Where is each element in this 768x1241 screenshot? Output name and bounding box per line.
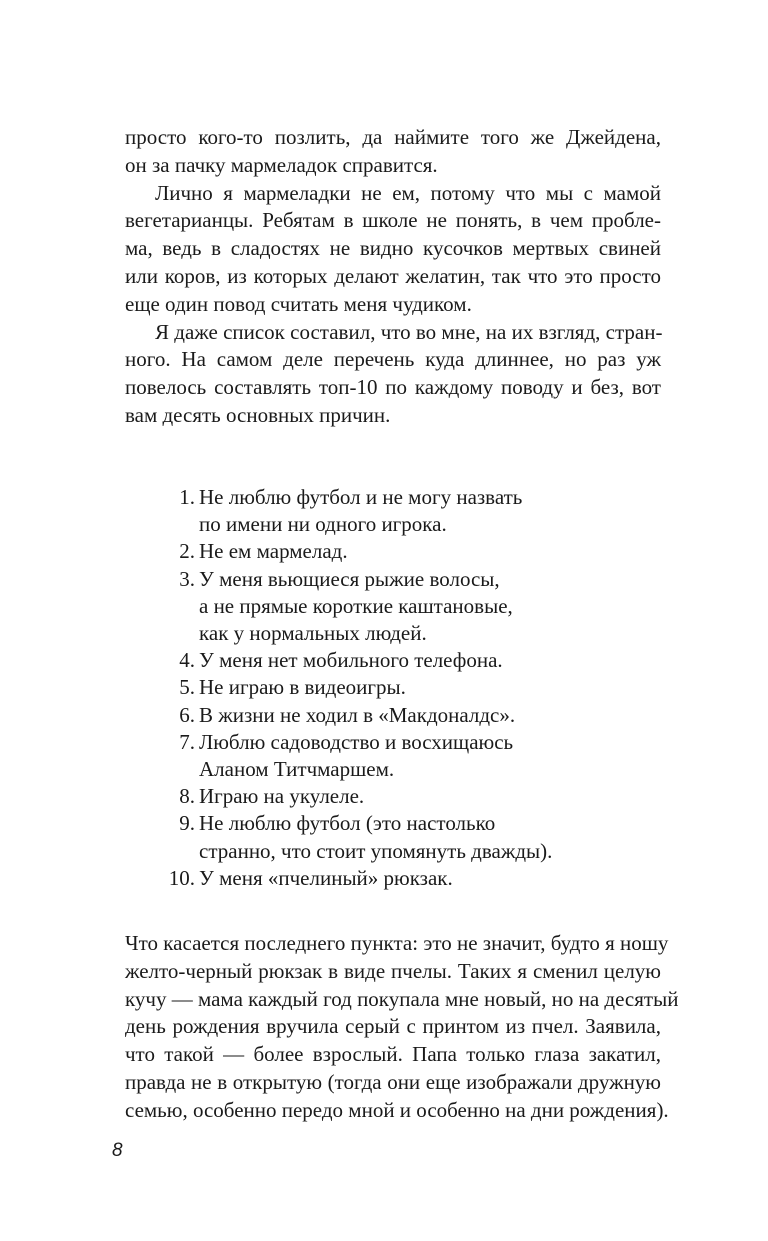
list-item-number: 9. [179,811,195,836]
text-line: он за пачку мармеладок справится. [125,152,438,177]
text-line: вам десять основных причин. [125,402,391,427]
text-line: семью, особенно передо мной и особенно на дни рождения). [125,1097,669,1122]
list-item-text: Аланом Титчмаршем. [199,757,395,782]
list-item-text: У меня вьющиеся рыжие волосы, [199,566,500,591]
list-item [155,484,575,538]
list-item-text: по имени ни одного игрока. [199,512,447,537]
text-line: еще один повод считать меня чудиком. [125,291,472,316]
list-item [155,674,575,701]
text-line: Я даже список составил, что во мне, на их взгляд, стран- [155,319,663,344]
bottom-text-block [125,930,679,1125]
list-item-text: странно, что стоит упомянуть дважды). [199,838,553,863]
list-item-text: Играю на укулеле. [199,784,365,809]
list-item [155,566,575,648]
text-line: правда не в открытую (тогда они еще изображали дружную [125,1069,661,1094]
text-line: Лично я мармеладки не ем, потому что мы с мамой [155,180,661,205]
list-item-text: а не прямые короткие каштановые, [199,593,513,618]
list-item-text: как у нормальных людей. [199,621,427,646]
list-item-number: 5. [179,675,195,700]
text-line: Что касается последнего пункта: это не значит, будто я ношу [125,931,669,955]
text-line: желто-черный рюкзак в виде пчелы. Таких я сменил целую [125,958,661,983]
list-item-text: У меня нет мобильного телефона. [199,648,503,673]
top-text-block [125,124,661,430]
list-item-number: 3. [179,566,195,591]
list-item [155,647,575,674]
list-item [155,538,575,565]
list-item-text: У меня «пчелиный» рюкзак. [199,865,453,890]
list-item-text: Люблю садоводство и восхищаюсь [199,729,514,754]
text-line: просто кого-то позлить, да наймите того же Джейдена, [125,125,661,149]
list-item-number: 7. [179,729,195,754]
list-item-number: 4. [179,648,195,673]
paragraph [125,124,661,180]
text-line: день рождения вручила серый с принтом из пчел. Заявила, [125,1014,661,1039]
text-line: ного. На самом деле перечень куда длиннее, но раз уж [125,347,661,372]
page-number: 8 [112,1140,123,1161]
list-item-text: Не люблю футбол и не могу назвать [199,485,523,509]
list-item-number: 6. [179,702,195,727]
text-line: или коров, из которых делают желатин, так что это просто [125,263,661,288]
text-line: что такой — более взрослый. Папа только глаза закатил, [125,1042,661,1067]
paragraph [125,930,679,1125]
list-item-text: Не люблю футбол (это настолько [199,811,496,836]
list-item [155,810,575,864]
list-item-text: Не ем мармелад. [199,539,348,564]
text-line: повелось составлять топ-10 по каждому поводу и без, вот [125,375,661,400]
list-item-number: 8. [179,784,195,809]
text-line: кучу — мама каждый год покупала мне новый, но на десятый [125,986,679,1011]
list-item [155,702,575,729]
text-line: ма, ведь в сладостях не видно кусочков мертвых свиней [125,236,661,261]
list-item [155,783,575,810]
list-item [155,729,575,783]
text-line: вегетарианцы. Ребятам в школе не понять, в чем пробле- [125,208,661,233]
paragraph [125,180,661,319]
list-item-number: 1. [179,485,195,509]
list-item-number: 2. [179,539,195,564]
paragraph [125,319,661,430]
reasons-list [155,484,575,892]
list-item-number: 10. [168,865,195,890]
list-item-text: В жизни не ходил в «Макдоналдс». [199,702,516,727]
list-item-text: Не играю в видеоигры. [199,675,406,700]
list-item [155,865,575,892]
